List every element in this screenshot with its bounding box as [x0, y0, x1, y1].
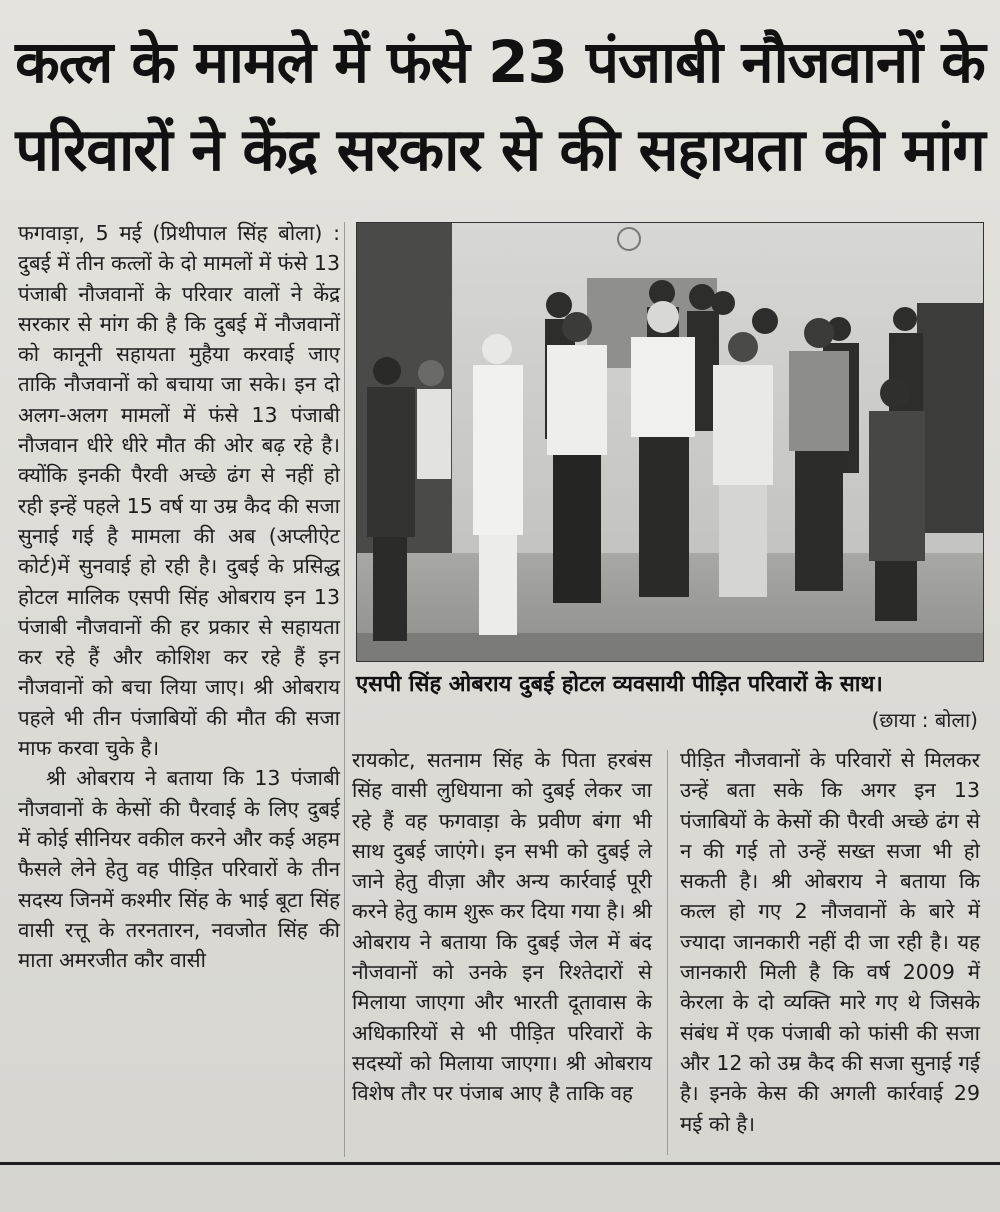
column-1-paragraph-2: श्री ओबराय ने बताया कि 13 पंजाबी नौजवानों के केसों की पैरवाई के लिए दुबई में कोई सीनियर वकील करने और कई अहम फैसले लेने हेतु वह पीड़ित परिवारों के तीन सदस्य जिनमें कश्मीर सिंह के भाई बूटा सिंह वासी रत्तू के तरनतारन, नवजोत सिंह की माता अमरजीत कौर वासी	[18, 766, 340, 973]
article-column-2	[352, 745, 652, 1109]
headline-line-1: कत्ल के मामले में फंसे 23 पंजाबी नौजवानों के	[15, 28, 985, 96]
column-1-paragraph-1: फगवाड़ा, 5 मई (प्रिथीपाल सिंह बोला) : दुबई में तीन कत्लों के दो मामलों में फंसे 13 पंजाबी नौजवानों के परिवार वालों ने केंद्र सरकार से मांग की है कि दुबई में नौजवानों को कानूनी सहायता मुहैया करवाई जाए ताकि नौजवानों को बचाया जा सके। इन दो अलग-अलग मामलों में फंसे 13 पंजाबी नौजवान धीरे धीरे मौत की ओर बढ़ रहे है। क्योंकि इनकी पैरवी अच्छे ढंग से नहीं हो रही इन्हें पहले 15 वर्ष या उम्र कैद की सजा सुनाई गई है मामला की अब (अप्लीऐट कोर्ट)में सुनवाई हो रही है। दुबई के प्रसिद्ध होटल मालिक एसपी सिंह ओबराय इन 13 पंजाबी नौजवानों की हर प्रकार से सहायता कर रहे हैं और कोशिश कर रहे हैं इन नौजवानों को बचा लिया जाए। श्री ओबराय पहले भी तीन पंजाबियों की मौत की सजा माफ करवा चुके है।	[18, 221, 340, 761]
article-column-3	[680, 745, 980, 1139]
bottom-rule	[0, 1162, 1000, 1165]
photo-caption: एसपी सिंह ओबराय दुबई होटल व्यवसायी पीड़ित परिवारों के साथ।	[356, 672, 883, 697]
headline	[14, 18, 986, 194]
photo-credit: (छाया : बोला)	[871, 708, 978, 732]
headline-line-2: परिवारों ने केंद्र सरकार से की सहायता की मांग	[15, 115, 985, 184]
column-3-paragraph-1: पीड़ित नौजवानों के परिवारों से मिलकर उन्हें बता सके कि अगर इन 13 पंजाबियों के केसों की पैरवी अच्छे ढंग से न की गई तो उन्हें सख्त सजा भी हो सकती है। श्री ओबराय ने बताया कि कत्ल हो गए 2 नौजवानों के बारे में ज्यादा जानकारी नहीं दी जा रही है। यह जानकारी मिली है कि वर्ष 2009 में केरला के दो व्यक्ति मारे गए थे जिसके संबंध में एक पंजाबी को फांसी की सजा और 12 को उम्र कैद की सजा सुनाई गई है। इनके केस की अगली कार्रवाई 29 मई को है।	[680, 748, 980, 1136]
column-2-paragraph-1: रायकोट, सतनाम सिंह के पिता हरबंस सिंह वासी लुधियाना को दुबई लेकर जा रहे हैं वह फगवाड़ा के प्रवीण बंगा भी साथ दुबई जाएंगे। इन सभी को दुबई ले जाने हेतु वीज़ा और अन्य कार्रवाई पूरी करने हेतु काम शुरू कर दिया गया है। श्री ओबराय ने बताया कि दुबई जेल में बंद नौजवानों को उनके इन रिश्तेदारों से मिलाया जाएगा और भारती दूतावास के अधिकारियों से भी पीड़ित परिवारों के सदस्यों को मिलाया जाएगा। श्री ओबराय विशेष तौर पर पंजाब आए है ताकि वह	[352, 748, 652, 1106]
article-column-1	[18, 218, 340, 975]
photo-image	[357, 223, 983, 661]
group-photo	[356, 222, 984, 662]
column-divider	[344, 222, 345, 1157]
column-divider	[667, 750, 668, 1155]
